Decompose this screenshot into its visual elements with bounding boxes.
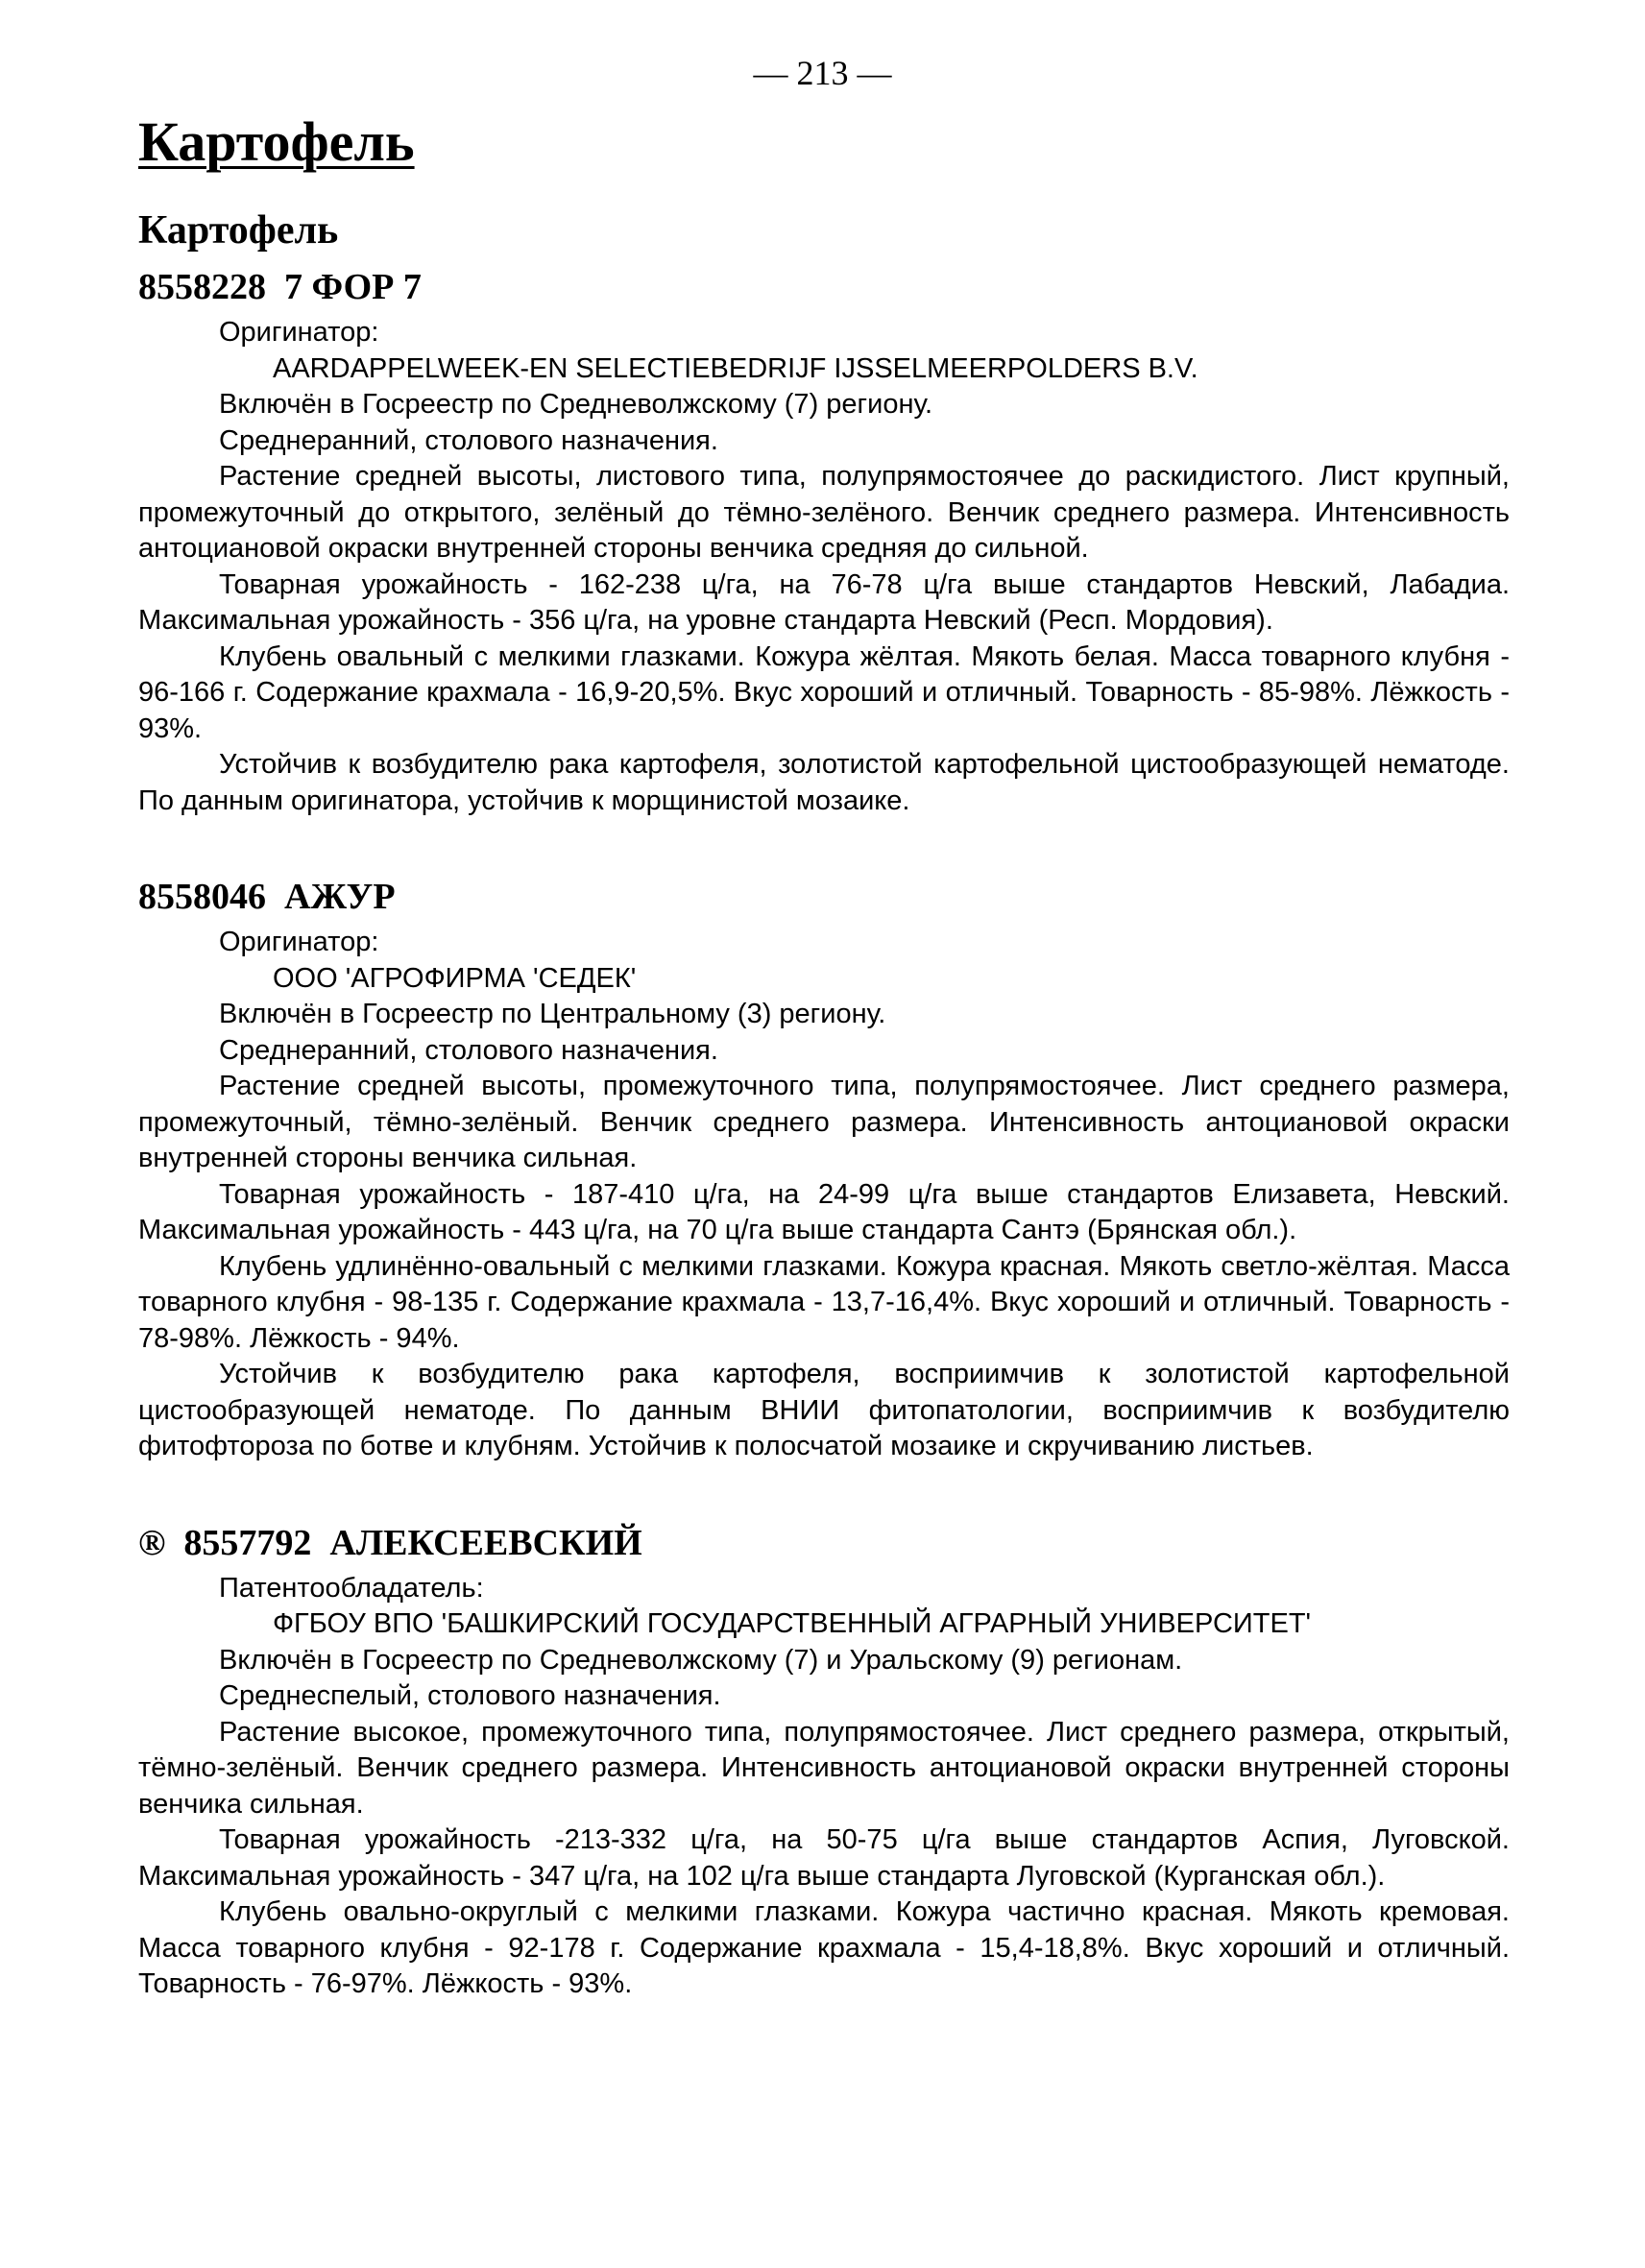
yield-description: Товарная урожайность -213-332 ц/га, на 50-75 ц/га выше стандартов Аспия, Луговской. Максимальная урожайность - 347 ц/га, на 102 ц/га выше стандарта Луговской (Курганская обл.). <box>138 1824 1510 1892</box>
maturity-purpose: Среднеранний, столового назначения. <box>219 424 718 456</box>
variety-entry <box>138 869 1510 1465</box>
yield-description: Товарная урожайность - 187-410 ц/га, на 24-99 ц/га выше стандартов Елизавета, Невский. Максимальная урожайность - 443 ц/га, на 70 ц/га выше стандарта Сантэ (Брянская обл.). <box>138 1178 1510 1245</box>
variety-heading: 8558228 7 ФОР 7 <box>138 267 422 307</box>
patent-holder-label: Патентообладатель: <box>219 1572 484 1604</box>
variety-entry <box>138 1515 1510 2003</box>
registered-mark: ® <box>138 1522 166 1563</box>
section-title: Картофель <box>138 208 339 253</box>
tuber-description: Клубень овально-округлый с мелкими глазками. Кожура частично красная. Мякоть кремовая. Масса товарного клубня - 92-178 г. Содержание крахмала - 15,4-18,8%. Вкус хороший и отличный. Товарность - 76-97%. Лёжкость - 93%. <box>138 1896 1510 1999</box>
registry-info: Включён в Госреестр по Средневолжскому (7) и Уральскому (9) регионам. <box>219 1644 1183 1676</box>
resistance-description: Устойчив к возбудителю рака картофеля, восприимчив к золотистой картофельной цистообразующей нематоде. По данным ВНИИ фитопатологии, восприимчив к возбудителю фитофтороза по ботве и клубням. Устойчив к полосчатой мозаике и скручиванию листьев. <box>138 1359 1510 1461</box>
maturity-purpose: Среднеранний, столового назначения. <box>219 1034 718 1066</box>
plant-description: Растение высокое, промежуточного типа, полупрямостоячее. Лист среднего размера, открытый, тёмно-зелёный. Венчик среднего размера. Интенсивность антоциановой окраски внутренней стороны венчика сильная. <box>138 1716 1510 1820</box>
registry-info: Включён в Госреестр по Средневолжскому (7) региону. <box>219 389 933 420</box>
plant-description: Растение средней высоты, промежуточного типа, полупрямостоячее. Лист среднего размера, промежуточный, тёмно-зелёный. Венчик среднего размера. Интенсивность антоциановой окраски внутренней стороны венчика сильная. <box>138 1071 1510 1173</box>
plant-description: Растение средней высоты, листового типа, полупрямостоячее до раскидистого. Лист крупный, промежуточный до открытого, зелёный до тёмно-зелёного. Венчик среднего размера. Интенсивность антоциановой окраски внутренней стороны венчика средняя до сильной. <box>138 461 1510 564</box>
originator-label: Оригинатор: <box>219 927 379 957</box>
originator-name: AARDAPPELWEEK-EN SELECTIEBEDRIJF IJSSELMEERPOLDERS B.V. <box>273 352 1198 384</box>
tuber-description: Клубень овальный с мелкими глазками. Кожура жёлтая. Мякоть белая. Масса товарного клубня - 96-166 г. Содержание крахмала - 16,9-20,5%. Вкус хороший и отличный. Товарность - 85-98%. Лёжкость - 93%. <box>138 640 1510 744</box>
registry-info: Включён в Госреестр по Центральному (3) региону. <box>219 999 886 1029</box>
maturity-purpose: Среднеспелый, столового назначения. <box>219 1680 721 1711</box>
page-content <box>138 104 1510 2053</box>
originator-label: Оригинатор: <box>219 317 379 348</box>
originator-name: ООО 'АГРОФИРМА 'СЕДЕК' <box>273 962 637 994</box>
yield-description: Товарная урожайность - 162-238 ц/га, на 76-78 ц/га выше стандартов Невский, Лабадиа. Максимальная урожайность - 356 ц/га, на уровне стандарта Невский (Респ. Мордовия). <box>138 568 1510 636</box>
resistance-description: Устойчив к возбудителю рака картофеля, золотистой картофельной цистообразующей нематоде. По данным оригинатора, устойчив к морщинистой мозаике. <box>138 749 1510 816</box>
page-number: — 213 — <box>753 54 892 92</box>
tuber-description: Клубень удлинённо-овальный с мелкими глазками. Кожура красная. Мякоть светло-жёлтая. Масса товарного клубня - 98-135 г. Содержание крахмала - 13,7-16,4%. Вкус хороший и отличный. Товарность - 78-98%. Лёжкость - 94%. <box>138 1250 1510 1354</box>
variety-heading-text: 8557792 АЛЕКСЕЕВСКИЙ <box>183 1522 642 1563</box>
variety-entry <box>138 259 1510 819</box>
patent-holder-name: ФГБОУ ВПО 'БАШКИРСКИЙ ГОСУДАРСТВЕННЫЙ АГРАРНЫЙ УНИВЕРСИТЕТ' <box>273 1608 1312 1639</box>
variety-heading <box>138 1515 1510 1571</box>
main-title: Картофель <box>138 110 415 173</box>
variety-heading: 8558046 АЖУР <box>138 877 396 917</box>
